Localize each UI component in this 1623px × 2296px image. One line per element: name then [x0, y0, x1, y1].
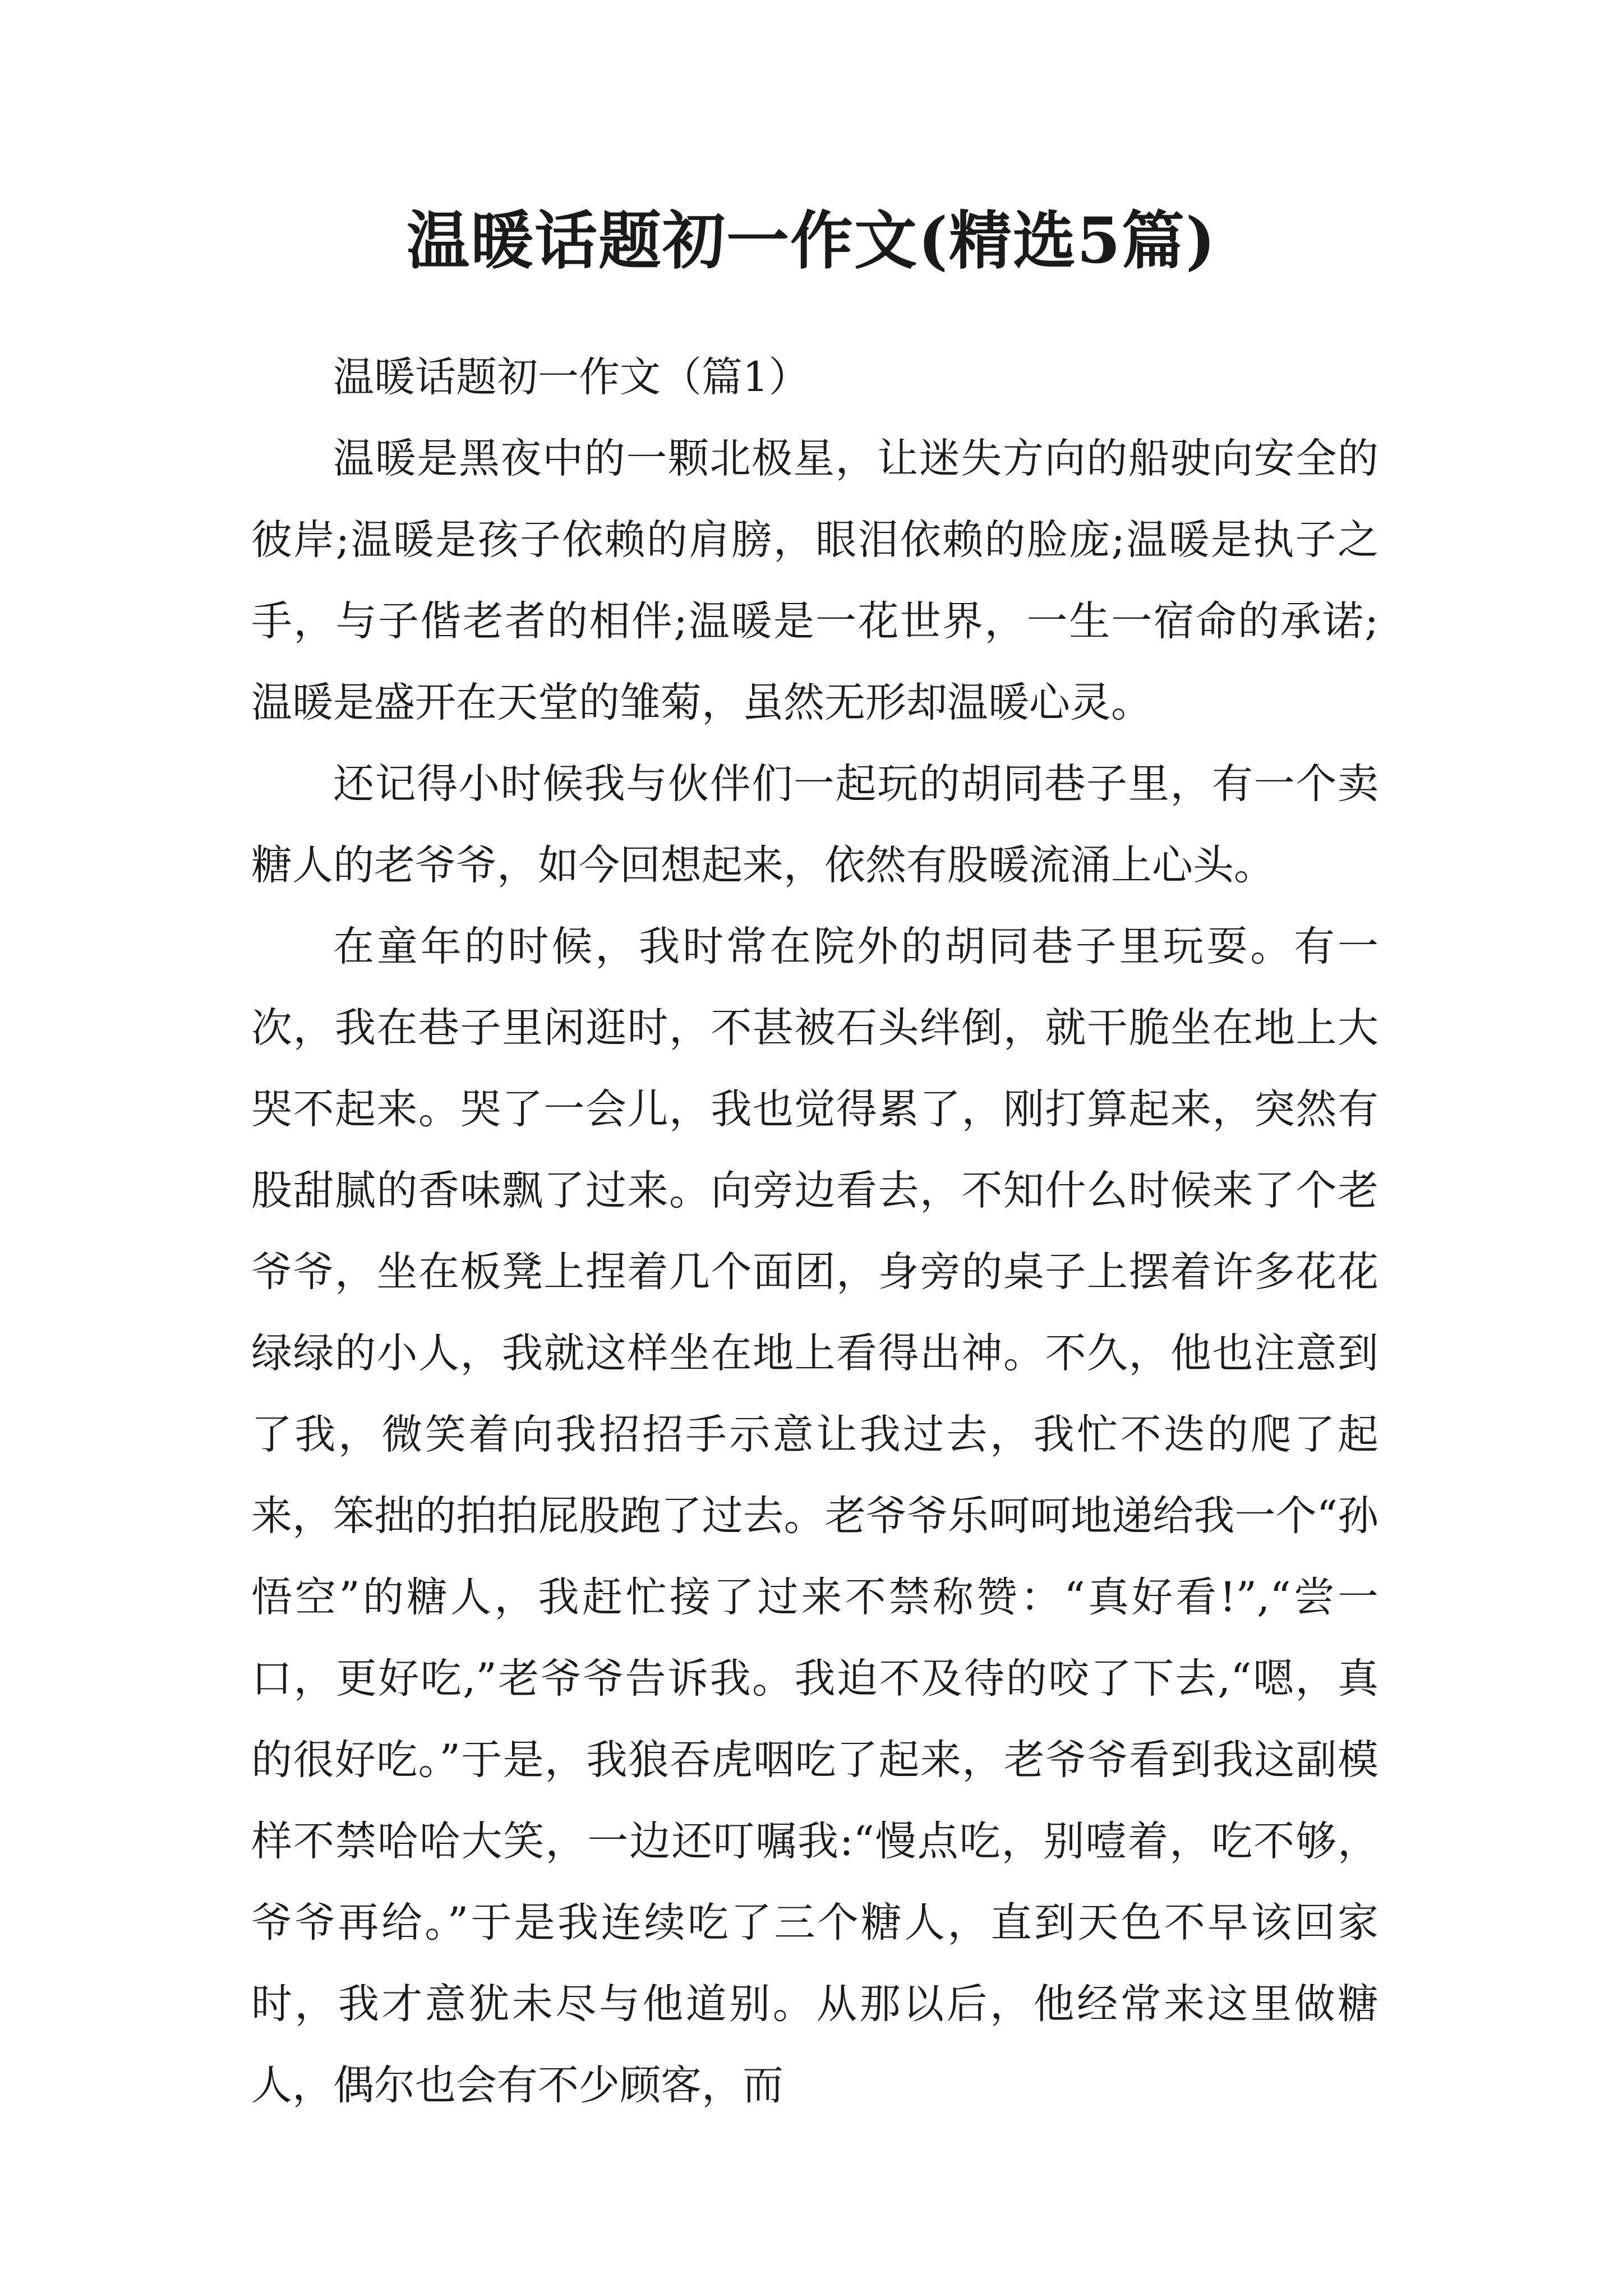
- document-title: 温暖话题初一作文(精选5篇): [407, 204, 1216, 278]
- paragraph: 还记得小时候我与伙伴们一起玩的胡同巷子里，有一个卖糖人的老爷爷，如今回想起来，依然有股暖流涌上心头。: [251, 760, 1378, 889]
- paragraph: 温暖是黑夜中的一颗北极星，让迷失方向的船驶向安全的彼岸;温暖是孩子依赖的肩膀，眼泪依赖的脸庞;温暖是执子之手，与子偕老者的相伴;温暖是一花世界，一生一宿命的承诺;温暖是盛开在天堂的雏菊，虽然无形却温暖心灵。: [251, 435, 1378, 726]
- document-body: [251, 337, 1378, 2126]
- paragraph: 在童年的时候，我时常在院外的胡同巷子里玩耍。有一次，我在巷子里闲逛时，不甚被石头绊倒，就干脆坐在地上大哭不起来。哭了一会儿，我也觉得累了，刚打算起来，突然有股甜腻的香味飘了过来。向旁边看去，不知什么时候来了个老爷爷，坐在板凳上捏着几个面团，身旁的桌子上摆着许多花花绿绿的小人，我就这样坐在地上看得出神。不久，他也注意到了我，微笑着向我招招手示意让我过去，我忙不迭的爬了起来，笨拙的拍拍屁股跑了过去。老爷爷乐呵呵地递给我一个“孙悟空”的糖人，我赶忙接了过来不禁称赞：“真好看!”,“尝一口，更好吃,”老爷爷告诉我。我迫不及待的咬了下去,“嗯，真的很好吃。”于是，我狼吞虎咽吃了起来，老爷爷看到我这副模样不禁哈哈大笑，一边还叮嘱我:“慢点吃，别噎着，吃不够，爷爷再给。”于是我连续吃了三个糖人，直到天色不早该回家时，我才意犹未尽与他道别。从那以后，他经常来这里做糖人，偶尔也会有不少顾客，而: [251, 923, 1378, 2109]
- section-heading: 温暖话题初一作文（篇1）: [333, 353, 810, 401]
